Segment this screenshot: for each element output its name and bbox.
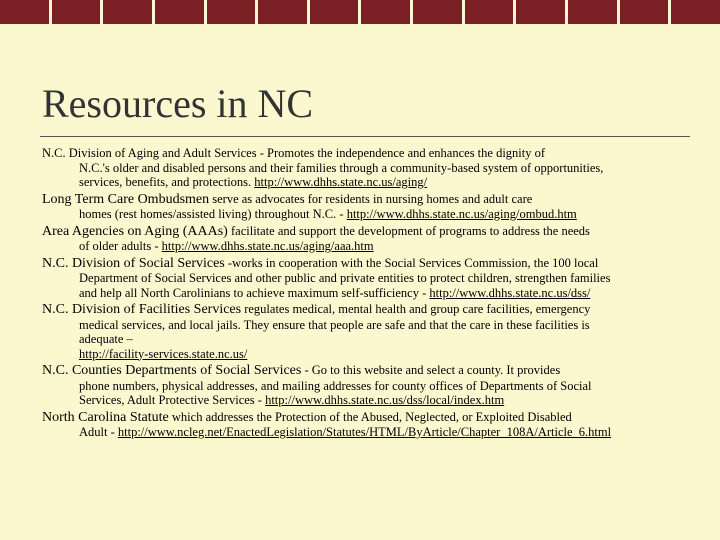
resource-entry: [42, 224, 702, 254]
resource-heading: N.C. Division of Social Services: [42, 255, 225, 271]
resource-line: services, benefits, and protections.: [79, 175, 255, 189]
resource-link[interactable]: http://www.dhhs.state.nc.us/dss/: [429, 285, 591, 300]
resource-body: [42, 425, 702, 440]
resource-body: [42, 379, 702, 408]
resource-entry: [42, 302, 702, 361]
resource-text: - Go to this website and select a county. It provides: [301, 363, 561, 377]
bar-segment: [516, 0, 568, 24]
resource-link[interactable]: http://www.dhhs.state.nc.us/aging/aaa.htm: [161, 239, 374, 253]
bar-segment: [0, 0, 52, 24]
resource-entry: [42, 410, 702, 440]
resource-line: and help all North Carolinians to achieve maximum self-sufficiency -: [79, 285, 430, 300]
resource-body: [42, 207, 702, 222]
bar-segment: [310, 0, 362, 24]
bar-segment: [361, 0, 413, 24]
resource-entry: [42, 363, 702, 408]
resource-heading: N.C. Division of Facilities Services: [42, 302, 242, 317]
resource-entry: [42, 192, 702, 222]
resource-line: adequate –: [79, 332, 133, 346]
resource-text: regulates medical, mental health and group care facilities, emergency: [241, 302, 591, 316]
resource-link[interactable]: http://facility-services.state.nc.us/: [79, 346, 248, 361]
resource-heading: North Carolina Statute: [42, 409, 169, 425]
resource-line: Adult -: [79, 425, 118, 439]
resource-link[interactable]: http://www.dhhs.state.nc.us/aging/ombud.htm: [346, 207, 577, 221]
resource-body: [42, 239, 702, 254]
resource-line: phone numbers, physical addresses, and mailing addresses for county offices of Departments of Social: [79, 378, 592, 393]
resource-line: Department of Social Services and other public and private entities to protect children, strengthen families: [79, 271, 611, 285]
bar-segment: [103, 0, 155, 24]
bar-segment: [413, 0, 465, 24]
resource-heading: N.C. Division of Aging and Adult Services: [42, 146, 257, 160]
resource-text: -works in cooperation with the Social Services Commission, the 100 local: [224, 255, 599, 270]
resource-heading: Area Agencies on Aging (AAAs): [42, 223, 228, 239]
resource-line: N.C.'s older and disabled persons and their families through a community-based system of opportunities,: [79, 160, 604, 175]
resource-line: of older adults -: [79, 239, 162, 253]
title-divider: [40, 136, 690, 137]
bar-segment: [568, 0, 620, 24]
resource-list: [42, 146, 702, 440]
resource-link[interactable]: http://www.ncleg.net/EnactedLegislation/Statutes/HTML/ByArticle/Chapter_108A/Article_6.html: [117, 425, 612, 439]
resource-heading: N.C. Counties Departments of Social Services: [42, 363, 302, 378]
slide-title: Resources in NC: [42, 81, 314, 126]
bar-segment: [671, 0, 720, 24]
resource-link[interactable]: http://www.dhhs.state.nc.us/dss/local/index.htm: [265, 393, 505, 407]
bar-segment: [155, 0, 207, 24]
top-decorative-bar: [0, 0, 720, 24]
bar-segment: [207, 0, 259, 24]
bar-segment: [620, 0, 672, 24]
resource-line: Services, Adult Protective Services -: [79, 393, 266, 407]
resource-text: serve as advocates for residents in nursing homes and adult care: [209, 191, 533, 206]
resource-entry: [42, 146, 702, 190]
resource-body: [42, 318, 702, 362]
resource-text: which addresses the Protection of the Abused, Neglected, or Exploited Disabled: [168, 409, 572, 424]
resource-body: [42, 161, 702, 190]
resource-heading: Long Term Care Ombudsmen: [42, 191, 210, 207]
resource-entry: [42, 256, 702, 301]
resource-link[interactable]: http://www.dhhs.state.nc.us/aging/: [254, 175, 428, 189]
resource-line: homes (rest homes/assisted living) throughout N.C. -: [79, 207, 347, 221]
resource-text: - Promotes the independence and enhances the dignity of: [256, 146, 546, 160]
resource-line: medical services, and local jails. They ensure that people are safe and that the care in these facilities is: [79, 317, 590, 332]
bar-segment: [52, 0, 104, 24]
resource-body: [42, 271, 702, 300]
bar-segment: [465, 0, 517, 24]
resource-text: facilitate and support the development of programs to address the needs: [227, 223, 590, 238]
bar-segment: [258, 0, 310, 24]
